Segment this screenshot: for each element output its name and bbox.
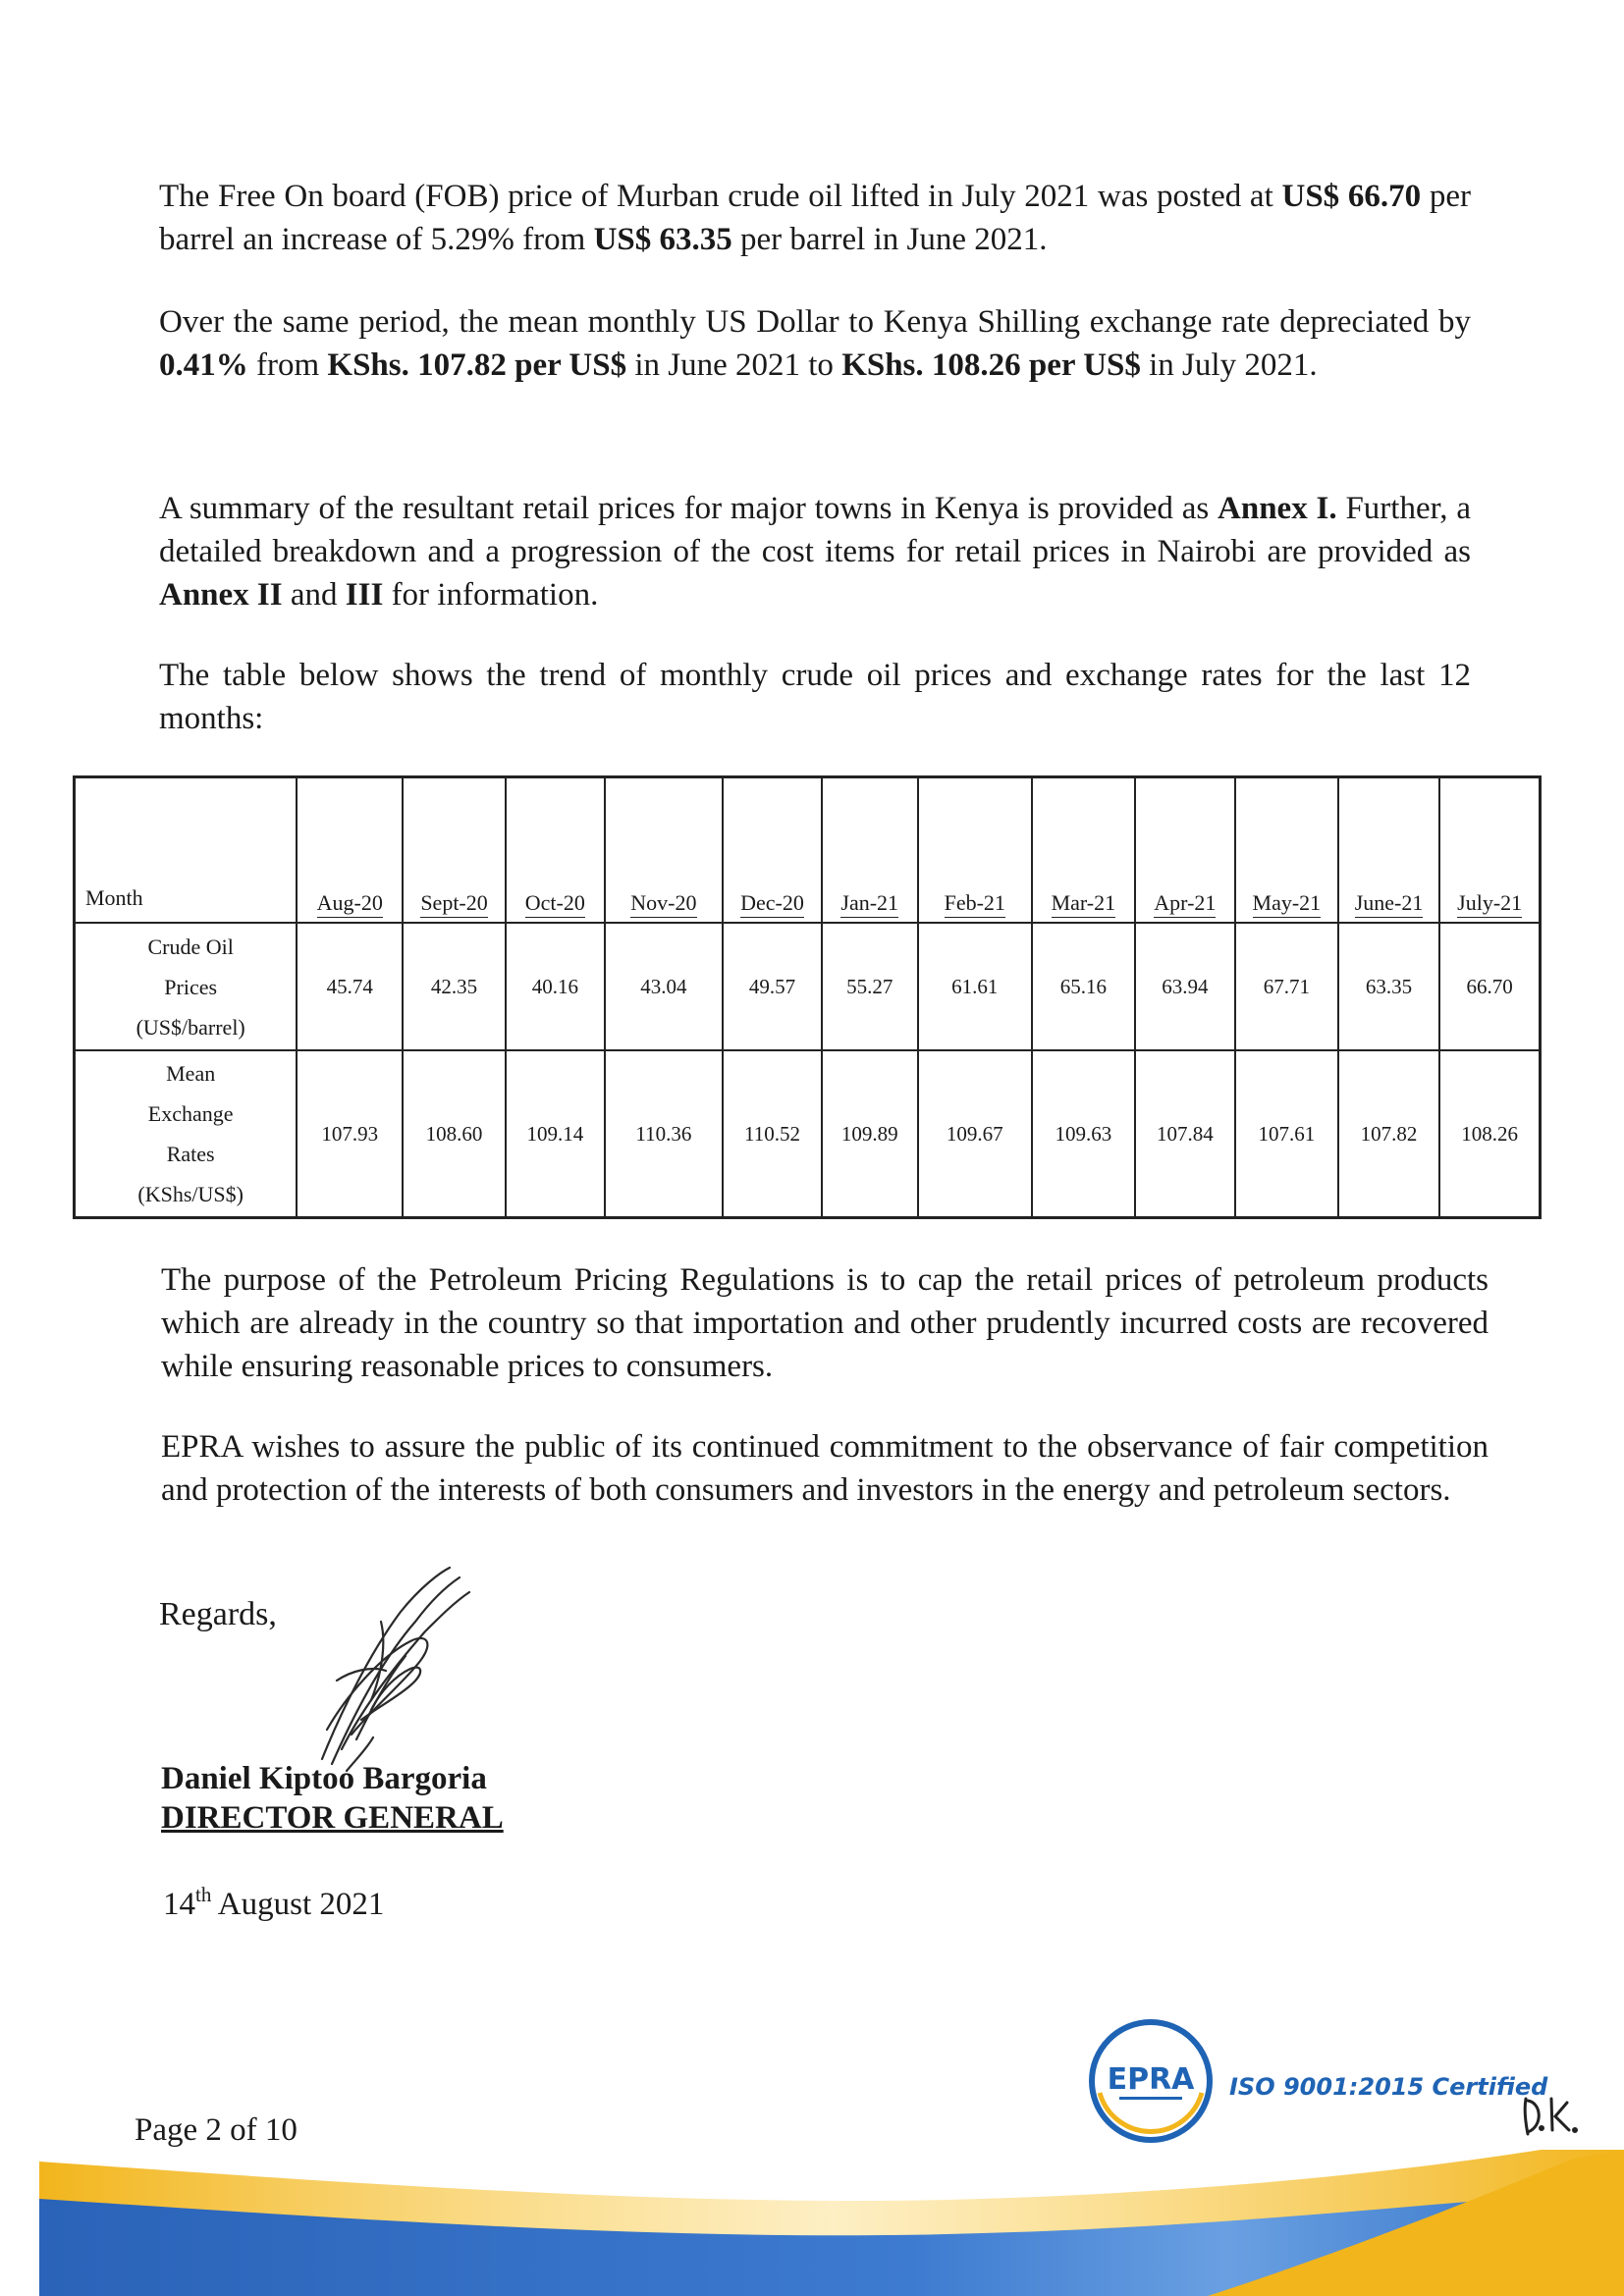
table-cell: 108.26 [1439,1050,1540,1218]
crude-oil-label [75,923,298,1050]
letter-date [163,1883,385,1923]
text: and [282,577,346,613]
closing-regards: Regards, [159,1596,277,1632]
month-label: Sept-20 [420,889,487,918]
text: Further, a detailed breakdown and a progression of the cost items for retail prices in Nairobi are provided as [159,491,1471,569]
paragraph-regulation-purpose: The purpose of the Petroleum Pricing Regulations is to cap the retail prices of petroleum products which are already in the country so that importation and other prudently incurred costs are recovered while ensuring reasonable prices to consumers. [161,1262,1489,1384]
epra-logo [1086,2016,1216,2146]
text: The Free On board (FOB) price of Murban crude oil lifted in July 2021 was posted at [159,179,1282,214]
epra-logo-mark [1086,2016,1216,2146]
text: Over the same period, the mean monthly US Dollar to Kenya Shilling exchange rate depreciated by [159,304,1471,340]
exchange-rate-label [75,1050,298,1218]
table-cell: 107.82 [1338,1050,1440,1218]
table-cell: 55.27 [822,923,918,1050]
table-cell: 65.16 [1032,923,1135,1050]
month-cell [723,777,822,924]
paragraph-fob-price [159,175,1471,261]
table-cell: 108.60 [403,1050,506,1218]
table-cell: 107.93 [297,1050,403,1218]
table-cell: 43.04 [605,923,724,1050]
table-cell: 109.89 [822,1050,918,1218]
label-line: Crude Oil [147,934,234,959]
text: A summary of the resultant retail prices for major towns in Kenya is provided as [159,491,1218,526]
bold-value: Annex II [159,577,283,613]
table-cell: 49.57 [723,923,822,1050]
table-header-row [75,777,1541,924]
page-number: Page 2 of 10 [135,2112,298,2148]
table-cell: 63.94 [1135,923,1235,1050]
table-cell: 109.63 [1032,1050,1135,1218]
table-cell: 42.35 [403,923,506,1050]
bold-value: KShs. 108.26 per US$ [841,347,1141,383]
month-cell [1032,777,1135,924]
text: from [247,347,328,383]
month-cell [822,777,918,924]
text: for information. [383,577,599,613]
table-cell: 107.84 [1135,1050,1235,1218]
iso-certification: ISO 9001:2015 Certified [1229,2073,1548,2101]
signer-name: Daniel Kiptoo Bargoria [161,1761,487,1796]
month-cell [918,777,1032,924]
month-label: May-21 [1253,889,1322,918]
label-line: Mean [166,1061,216,1086]
table-cell: 110.52 [723,1050,822,1218]
table-row-exchange-rate [75,1050,1541,1218]
paragraph-annex-summary [159,487,1471,616]
label-line: Rates [166,1142,215,1166]
month-cell [1439,777,1540,924]
month-cell [403,777,506,924]
date-day: 14 [163,1887,195,1922]
signer-title: DIRECTOR GENERAL [161,1800,504,1836]
bold-value: III [345,577,384,613]
table-cell: 63.35 [1338,923,1440,1050]
table-cell: 107.61 [1235,1050,1338,1218]
table-cell: 61.61 [918,923,1032,1050]
month-header: Month [75,777,298,924]
footer-wave-decoration [0,2150,1624,2296]
month-cell [1338,777,1440,924]
text: in July 2021. [1140,347,1318,383]
bold-value: Annex I. [1218,491,1337,526]
month-label: July-21 [1457,889,1522,918]
bold-value: US$ 63.35 [593,222,732,257]
month-cell [297,777,403,924]
month-label: June-21 [1355,889,1424,918]
table-cell: 67.71 [1235,923,1338,1050]
month-label: Nov-20 [630,889,696,918]
month-label: Jan-21 [840,889,898,918]
handwritten-initials [1520,2091,1579,2140]
label-line: (KShs/US$) [137,1182,244,1206]
table-cell: 40.16 [506,923,605,1050]
month-cell [1235,777,1338,924]
paragraph-commitment: EPRA wishes to assure the public of its continued commitment to the observance of fair competition and protection of the interests of both consumers and investors in the energy and petroleum sectors. [161,1429,1489,1508]
table-cell: 66.70 [1439,923,1540,1050]
month-label: Apr-21 [1154,889,1216,918]
date-suffix: th [195,1883,212,1906]
table-cell: 110.36 [605,1050,724,1218]
date-rest: August 2021 [211,1887,385,1922]
signature-image [312,1563,479,1779]
month-label: Oct-20 [525,889,585,918]
month-cell [605,777,724,924]
crude-price-exchange-rate-table [73,775,1542,1219]
bold-value: 0.41% [159,347,248,383]
table-cell: 109.67 [918,1050,1032,1218]
bold-value: KShs. 107.82 per US$ [327,347,627,383]
month-label: Aug-20 [317,889,383,918]
logo-text: EPRA [1107,2062,1195,2097]
text: per barrel in June 2021. [731,222,1048,257]
table-cell: 45.74 [297,923,403,1050]
paragraph-table-intro: The table below shows the trend of monthly crude oil prices and exchange rates for the last 12 months: [159,658,1471,736]
paragraph-exchange-rate [159,300,1471,387]
label-line: Prices [164,974,218,999]
bold-value: US$ 66.70 [1281,179,1422,214]
table-row-crude-oil [75,923,1541,1050]
month-label: Feb-21 [945,889,1005,918]
month-label: Dec-20 [740,889,804,918]
table-cell: 109.14 [506,1050,605,1218]
month-label: Mar-21 [1052,889,1116,918]
month-cell [1135,777,1235,924]
label-line: (US$/barrel) [135,1014,245,1040]
text: per barrel an increase of 5.29% from [159,179,1471,257]
label-line: Exchange [147,1101,234,1126]
month-cell [506,777,605,924]
text: in June 2021 to [626,347,842,383]
